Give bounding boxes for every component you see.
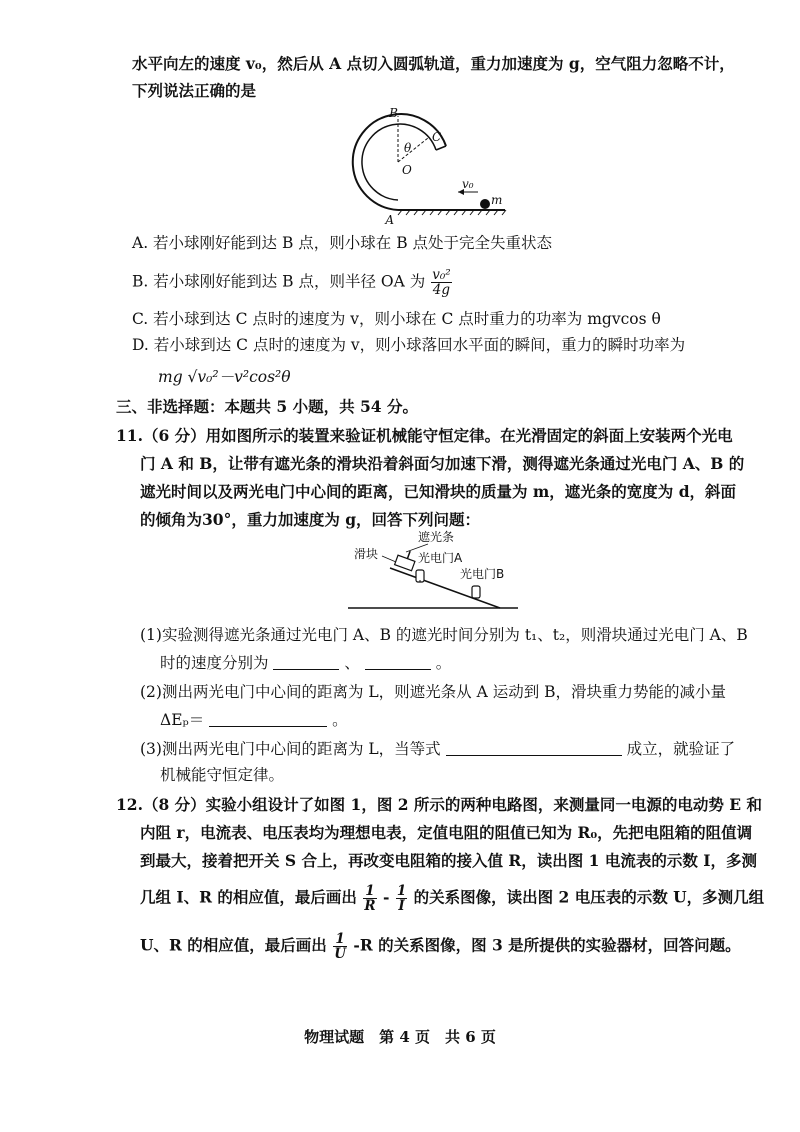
q11-part1-line-1: (1)实验测得遮光条通过光电门 A、B 的遮光时间分别为 t₁、t₂，则滑块通过光电门 A、B [140, 626, 748, 644]
fraction-one-over-r [363, 884, 376, 913]
label-O: O [402, 163, 412, 177]
fraction-denominator: U [334, 946, 346, 962]
q11-part3-line-2: 机械能守恒定律。 [160, 766, 285, 784]
q11-part1-end: 。 [435, 654, 452, 672]
q12-line-2: 内阻 r，电流表、电压表均为理想电表，定值电阻的阻值已知为 R₀，先把电阻箱的阻值调 [140, 823, 753, 842]
q12-line-4-suffix: 的关系图像，读出图 2 电压表的示数 U，多测几组 [413, 887, 765, 907]
fraction-numerator: 1 [333, 932, 347, 947]
label-gate-a: 光电门A [418, 551, 463, 565]
option-b-denominator: 4g [432, 282, 451, 298]
q12-line-5-suffix: -R 的关系图像，图 3 是所提供的实验器材，回答问题。 [353, 935, 741, 955]
q11-part2-prefix: ΔEₚ＝ [160, 711, 205, 729]
q11-part3-prefix: (3)测出两光电门中心间的距离为 L，当等式 [140, 740, 441, 758]
label-theta: θ [404, 141, 412, 155]
q12-line-1: 12.（8 分）实验小组设计了如图 1，图 2 所示的两种电路图，来测量同一电源的电动势 E 和 [116, 795, 763, 814]
fraction-one-over-u [333, 932, 347, 961]
label-A: A [385, 213, 394, 227]
fraction-denominator: I [398, 898, 405, 914]
option-d: D. 若小球到达 C 点时的速度为 v，则小球落回水平面的瞬间，重力的瞬时功率为 [132, 336, 686, 354]
q12-line-5 [140, 932, 741, 961]
incline-figure [340, 530, 530, 618]
q12-line-4 [140, 884, 764, 913]
option-b-fraction [431, 268, 451, 297]
answer-blank-va[interactable] [273, 653, 339, 670]
option-b [132, 268, 453, 297]
track-figure [340, 108, 540, 228]
option-b-numerator: v₀² [432, 267, 451, 283]
q11-part1-prefix: 时的速度分别为 [160, 654, 269, 672]
q12-line-4-prefix: 几组 I、R 的相应值，最后画出 [140, 887, 357, 907]
label-v0: v₀ [462, 177, 474, 191]
ball [480, 199, 490, 209]
q11-line-1: 11.（6 分）用如图所示的装置来验证机械能守恒定律。在光滑固定的斜面上安装两个光电 [116, 426, 733, 445]
label-strip: 遮光条 [418, 530, 455, 544]
option-d-expression: mg √v₀²－v²cos²θ [158, 368, 291, 386]
intro-line-1: 水平向左的速度 v₀，然后从 A 点切入圆弧轨道，重力加速度为 g，空气阻力忽略不计， [132, 54, 735, 73]
intro-line-2: 下列说法正确的是 [132, 81, 257, 100]
label-gate-b: 光电门B [460, 567, 505, 581]
q11-part1-line-2 [160, 652, 451, 674]
q11-part2-line-1: (2)测出两光电门中心间的距离为 L，则遮光条从 A 运动到 B，滑块重力势能的减小量 [140, 683, 727, 701]
fraction-denominator: R [364, 898, 376, 914]
label-slider: 滑块 [354, 547, 379, 561]
q11-part1-sep: 、 [344, 654, 360, 672]
section-heading: 三、非选择题：本题共 5 小题，共 54 分。 [116, 397, 418, 416]
label-C: C [432, 130, 442, 144]
q11-line-3: 遮光时间以及两光电门中心间的距离，已知滑块的质量为 m，遮光条的宽度为 d，斜面 [140, 482, 737, 501]
option-a: A. 若小球刚好能到达 B 点，则小球在 B 点处于完全失重状态 [132, 234, 553, 252]
fraction-numerator: 1 [396, 883, 407, 899]
q11-part2-line-2 [160, 709, 348, 731]
answer-blank-vb[interactable] [365, 653, 431, 670]
answer-blank-delta-ep[interactable] [209, 710, 327, 727]
option-b-text: B. 若小球刚好能到达 B 点，则半径 OA 为 [132, 272, 426, 291]
q11-part2-end: 。 [332, 711, 348, 729]
q11-line-4: 的倾角为30°，重力加速度为 g，回答下列问题： [140, 510, 481, 529]
fraction-numerator: 1 [365, 883, 375, 899]
q11-line-2: 门 A 和 B，让带有遮光条的滑块沿着斜面匀加速下滑，测得遮光条通过光电门 A、B 的 [140, 454, 745, 473]
label-B: B [389, 108, 398, 120]
q11-part3-line-1 [140, 738, 735, 760]
q11-part3-suffix: 成立，就验证了 [626, 740, 736, 758]
option-c: C. 若小球到达 C 点时的速度为 v，则小球在 C 点时重力的功率为 mgvcos θ [132, 310, 661, 328]
page-footer: 物理试题 第 4 页 共 6 页 [304, 1028, 496, 1046]
q12-line-3: 到最大，接着把开关 S 合上，再改变电阻箱的接入值 R，读出图 1 电流表的示数 I，多测 [140, 851, 757, 870]
minus-sign: - [382, 887, 390, 907]
answer-blank-equation[interactable] [446, 739, 622, 756]
fraction-one-over-i [396, 884, 407, 913]
q12-line-5-prefix: U、R 的相应值，最后画出 [140, 935, 327, 955]
label-m: m [491, 193, 503, 207]
